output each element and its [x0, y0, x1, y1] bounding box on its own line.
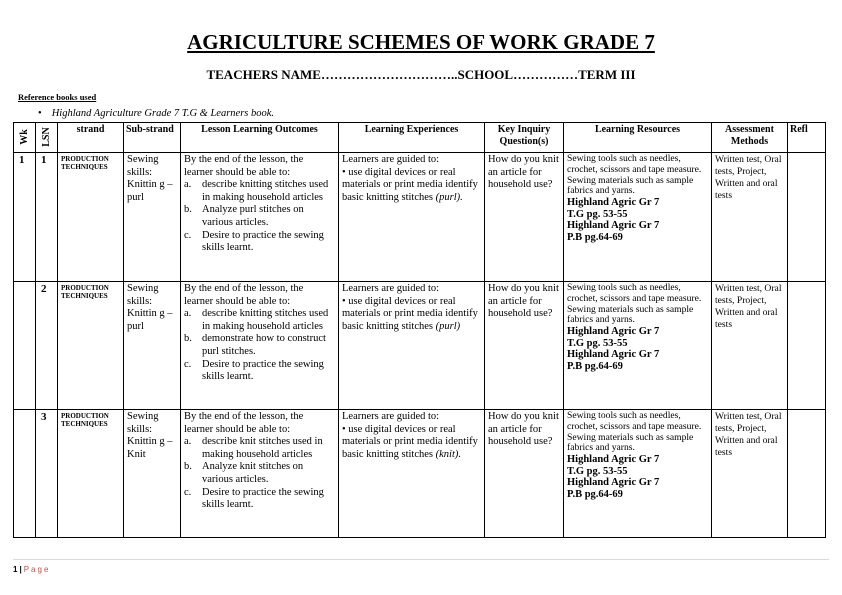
header-reflection: Refl [788, 123, 826, 153]
resources-cell: Sewing tools such as needles, crochet, scissors and tape measure. Sewing materials such as sample fabrics and yarns. Highland Agric Gr 7 T.G pg. 53-55 Highland Agric Gr 7 P.B pg.64-69 [564, 282, 712, 410]
outcomes-intro: By the end of the lesson, the learner should be able to: [184, 154, 304, 178]
wk-cell [14, 410, 36, 538]
outcome-item: c. Desire to practice the sewing skills learnt. [184, 358, 324, 383]
strand-cell: PRODUCTION TECHNIQUES [58, 282, 124, 410]
teacher-school-term-line [0, 67, 842, 83]
header-outcomes: Lesson Learning Outcomes [181, 123, 339, 153]
assessment-cell: Written test, Oral tests, Project, Written and oral tests [712, 153, 788, 282]
scheme-of-work-table [13, 122, 826, 538]
lsn-cell: 2 [36, 282, 58, 410]
wk-cell [14, 282, 36, 410]
assessment-cell: Written test, Oral tests, Project, Written and oral tests [712, 410, 788, 538]
outcomes-cell [181, 410, 339, 538]
sub-strand-cell: Sewing skills: Knittin g –purl [124, 153, 181, 282]
reference-book-text: Highland Agriculture Grade 7 T.G & Learners book. [51, 108, 275, 119]
header-experiences: Learning Experiences [339, 123, 485, 153]
outcome-item: a. describe knitting stitches used in making household articles [184, 308, 329, 332]
header-resources: Learning Resources [564, 123, 712, 153]
page-number: 1 [13, 565, 18, 574]
inquiry-cell: How do you knit an article for household use? [485, 153, 564, 282]
footer-divider [13, 559, 829, 560]
sub-strand-cell: Sewing skills: Knittin g –Knit [124, 410, 181, 538]
lsn-cell: 1 [36, 153, 58, 282]
header-strand: strand [58, 123, 124, 153]
outcomes-cell [181, 282, 339, 410]
experiences-cell: Learners are guided to: • use digital devices or real materials or print media identify basic knitting stitches (purl) [339, 282, 485, 410]
reference-book-item [38, 108, 274, 119]
teacher-name-label: TEACHERS NAME………………………….. [206, 67, 458, 82]
lsn-cell: 3 [36, 410, 58, 538]
experiences-cell: Learners are guided to: • use digital devices or real materials or print media identify basic knitting stitches (knit). [339, 410, 485, 538]
inquiry-cell: How do you knit an article for household use? [485, 410, 564, 538]
school-label: SCHOOL…………… [457, 67, 579, 82]
page-footer [13, 565, 50, 574]
header-wk: Wk [14, 123, 36, 153]
wk-cell: 1 [14, 153, 36, 282]
reference-heading: Reference books used [18, 92, 97, 102]
page-label: Page [23, 565, 51, 574]
footer-separator: | [19, 565, 22, 574]
outcome-item: a. describe knit stitches used in making household articles [184, 436, 323, 460]
sub-strand-cell: Sewing skills: Knittin g –purl [124, 282, 181, 410]
reflection-cell [788, 282, 826, 410]
bullet-icon: • [38, 108, 42, 119]
table-row [14, 282, 826, 410]
outcomes-list [184, 308, 335, 384]
header-assessment: Assessment Methods [712, 123, 788, 153]
outcome-item: b. Analyze knit stitches on various articles. [184, 461, 304, 485]
document-title: AGRICULTURE SCHEMES OF WORK GRADE 7 [187, 30, 655, 54]
outcome-item: b. Analyze purl stitches on various articles. [184, 204, 304, 228]
reflection-cell [788, 410, 826, 538]
outcome-item: b. demonstrate how to construct purl stitches. [184, 333, 326, 357]
outcomes-intro: By the end of the lesson, the learner should be able to: [184, 411, 304, 435]
outcome-item: c. Desire to practice the sewing skills learnt. [184, 486, 324, 511]
header-inquiry: Key Inquiry Question(s) [485, 123, 564, 153]
resources-cell: Sewing tools such as needles, crochet, scissors and tape measure. Sewing materials such as sample fabrics and yarns. Highland Agric Gr 7 T.G pg. 53-55 Highland Agric Gr 7 P.B pg.64-69 [564, 410, 712, 538]
outcome-item: c. Desire to practice the sewing skills learnt. [184, 229, 324, 254]
term-label: TERM III [578, 67, 636, 82]
reflection-cell [788, 153, 826, 282]
table-header-row [14, 123, 826, 153]
inquiry-cell: How do you knit an article for household use? [485, 282, 564, 410]
table-row [14, 410, 826, 538]
resources-cell: Sewing tools such as needles, crochet, scissors and tape measure. Sewing materials such as sample fabrics and yarns. Highland Agric Gr 7 T.G pg. 53-55 Highland Agric Gr 7 P.B pg.64-69 [564, 153, 712, 282]
outcomes-intro: By the end of the lesson, the learner should be able to: [184, 283, 304, 307]
strand-cell: PRODUCTION TECHNIQUES [58, 410, 124, 538]
outcomes-list [184, 436, 335, 512]
assessment-cell: Written test, Oral tests, Project, Written and oral tests [712, 282, 788, 410]
outcome-item: a. describe knitting stitches used in making household articles [184, 179, 329, 203]
outcomes-cell [181, 153, 339, 282]
outcomes-list [184, 179, 335, 255]
header-lsn: LSN [36, 123, 58, 153]
header-sub-strand: Sub-strand [124, 123, 181, 153]
table-row [14, 153, 826, 282]
experiences-cell: Learners are guided to: • use digital devices or real materials or print media identify basic knitting stitches (purl). [339, 153, 485, 282]
strand-cell: PRODUCTION TECHNIQUES [58, 153, 124, 282]
